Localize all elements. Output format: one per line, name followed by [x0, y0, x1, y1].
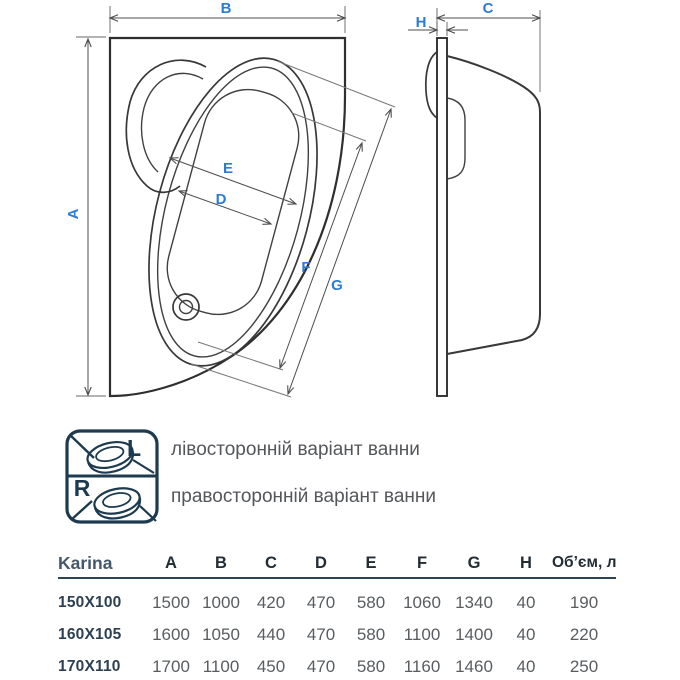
table-cell: 420: [256, 593, 286, 612]
size-label: 170X110: [58, 658, 121, 675]
header-cell-e: E: [365, 553, 377, 572]
table-cell: 1500: [152, 593, 190, 612]
dim-label-b: B: [220, 0, 232, 17]
dim-label-g: G: [331, 277, 343, 294]
size-label: 160X105: [58, 626, 122, 643]
table-cell: 1050: [202, 625, 240, 644]
table-cell: 220: [569, 625, 599, 644]
table-cell: 1600: [152, 625, 190, 644]
dim-label-c: C: [482, 0, 494, 17]
table-cell: 1100: [403, 625, 441, 644]
header-cell-c: C: [265, 553, 277, 572]
header-cell-a: A: [165, 553, 177, 572]
table-cell: 190: [569, 593, 599, 612]
right-badge: R: [73, 475, 91, 501]
table-cell: 1460: [455, 657, 493, 676]
table-header-row: [58, 549, 616, 579]
side-view: [408, 0, 540, 396]
table-cell: 1160: [403, 657, 441, 676]
table-cell: 580: [356, 657, 386, 676]
left-variant-label: лівосторонній варіант ванни: [171, 439, 420, 460]
left-variant-cell: [70, 435, 154, 477]
table-cell: 470: [306, 657, 336, 676]
rim-lip: [426, 52, 437, 118]
table-cell: 440: [256, 625, 286, 644]
table-cell: 40: [516, 657, 536, 676]
table-row: [58, 651, 616, 680]
right-variant-cell: [71, 475, 156, 522]
table-row: [58, 619, 616, 651]
table-row: [58, 587, 616, 619]
header-cell-d: D: [315, 553, 327, 572]
dim-label-f: F: [301, 259, 311, 276]
header-cell-b: B: [215, 553, 227, 572]
header-cell-f: F: [416, 553, 428, 572]
left-right-variant-icon: [65, 429, 159, 524]
table-cell: 1100: [202, 657, 240, 676]
tub-seat-profile: [447, 98, 465, 179]
dim-label-e: E: [222, 160, 234, 177]
top-view: [65, 0, 395, 397]
table-cell: 40: [516, 625, 536, 644]
size-label: 150X100: [58, 594, 122, 611]
tub-profile: [447, 56, 540, 354]
header-cell-volume: Об’єм, л: [552, 554, 617, 571]
ext-line: [191, 364, 291, 397]
table-cell: 1340: [455, 593, 493, 612]
table-cell: 1700: [152, 657, 190, 676]
right-variant-label: правосторонній варіант ванни: [171, 486, 436, 507]
side-panel: [437, 38, 447, 396]
dimensions-table: [58, 549, 616, 680]
dim-label-h: H: [415, 14, 427, 31]
table-cell: 1060: [403, 593, 441, 612]
dim-label-a: A: [65, 208, 82, 220]
table-cell: 1400: [455, 625, 493, 644]
table-cell: 1000: [202, 593, 240, 612]
table-cell: 40: [516, 593, 536, 612]
left-badge: L: [126, 435, 142, 461]
table-cell: 250: [569, 657, 599, 676]
dim-label-d: D: [215, 191, 227, 208]
brand-name: Karina: [58, 552, 113, 573]
header-cell-g: G: [467, 553, 481, 572]
table-cell: 470: [306, 593, 336, 612]
table-cell: 580: [356, 593, 386, 612]
table-cell: 450: [256, 657, 286, 676]
table-cell: 470: [306, 625, 336, 644]
table-cell: 580: [356, 625, 386, 644]
header-cell-h: H: [520, 553, 532, 572]
